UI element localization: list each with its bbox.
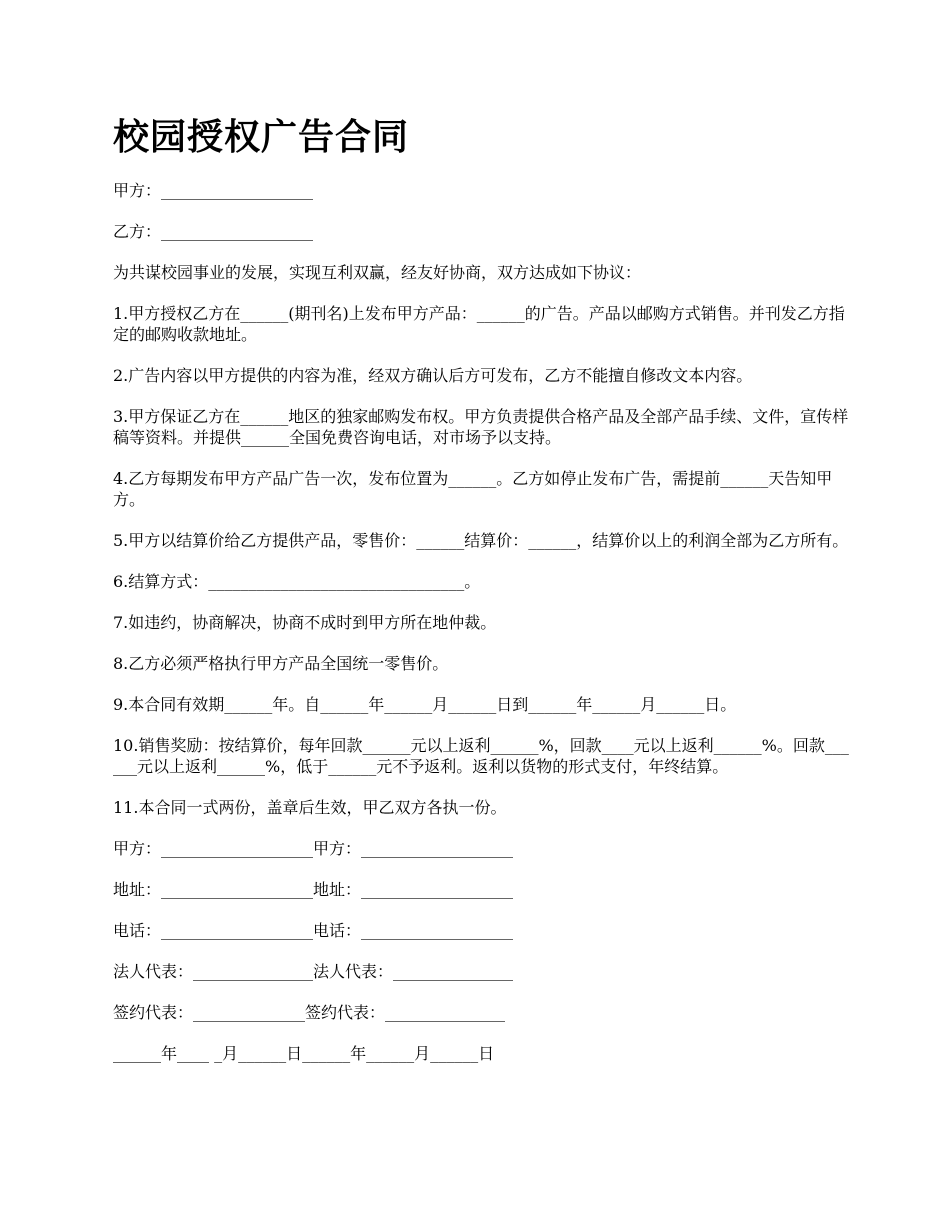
signature-date-line: ______年____ _月______日______年______月______日 <box>113 1044 495 1063</box>
party-b-line: 乙方：___________________ <box>113 222 314 241</box>
clause-6: 6.结算方式：________________________________。 <box>113 572 481 591</box>
signature-legal-rep-line: 法人代表：_______________法人代表：_______________ <box>113 962 514 981</box>
clause-11: 11.本合同一式两份，盖章后生效，甲乙双方各执一份。 <box>113 798 507 817</box>
signature-address-line: 地址：___________________地址：___________________ <box>113 880 514 899</box>
contract-page <box>113 112 853 1084</box>
intro-paragraph: 为共谋校园事业的发展，实现互利双赢，经友好协商，双方达成如下协议： <box>113 263 642 282</box>
clause-5: 5.甲方以结算价给乙方提供产品，零售价：______结算价：______，结算价以上的利润全部为乙方所有。 <box>113 531 849 550</box>
signature-party-line: 甲方：___________________甲方：___________________ <box>113 839 514 858</box>
clause-2: 2.广告内容以甲方提供的内容为准，经双方确认后方可发布，乙方不能擅自修改文本内容。 <box>113 366 753 385</box>
clause-4: 4.乙方每期发布甲方产品广告一次，发布位置为______。乙方如停止发布广告，需提前______天告知甲方。 <box>113 469 833 509</box>
clause-1: 1.甲方授权乙方在______(期刊名)上发布甲方产品：______的广告。产品以邮购方式销售。并刊发乙方指定的邮购收款地址。 <box>113 304 845 344</box>
clause-9: 9.本合同有效期______年。自______年______月______日到______年______月______日。 <box>113 695 737 714</box>
clause-7: 7.如违约，协商解决，协商不成时到甲方所在地仲裁。 <box>113 613 497 632</box>
clause-8: 8.乙方必须严格执行甲方产品全国统一零售价。 <box>113 654 449 673</box>
page-title: 校园授权广告合同 <box>113 116 410 158</box>
signature-block <box>113 838 853 1064</box>
clause-10: 10.销售奖励：按结算价，每年回款______元以上返利______%，回款____元以上返利______%。回款______元以上返利______%，低于______元不予返利。返利以货物的形式支付，年终结算。 <box>113 736 849 776</box>
clause-3: 3.甲方保证乙方在______地区的独家邮购发布权。甲方负责提供合格产品及全部产品手续、文件，宣传样稿等资料。并提供______全国免费咨询电话，对市场予以支持。 <box>113 407 849 447</box>
signature-phone-line: 电话：___________________电话：___________________ <box>113 921 514 940</box>
party-a-line: 甲方：___________________ <box>113 181 314 200</box>
signature-signing-rep-line: 签约代表：______________签约代表：_______________ <box>113 1003 506 1022</box>
